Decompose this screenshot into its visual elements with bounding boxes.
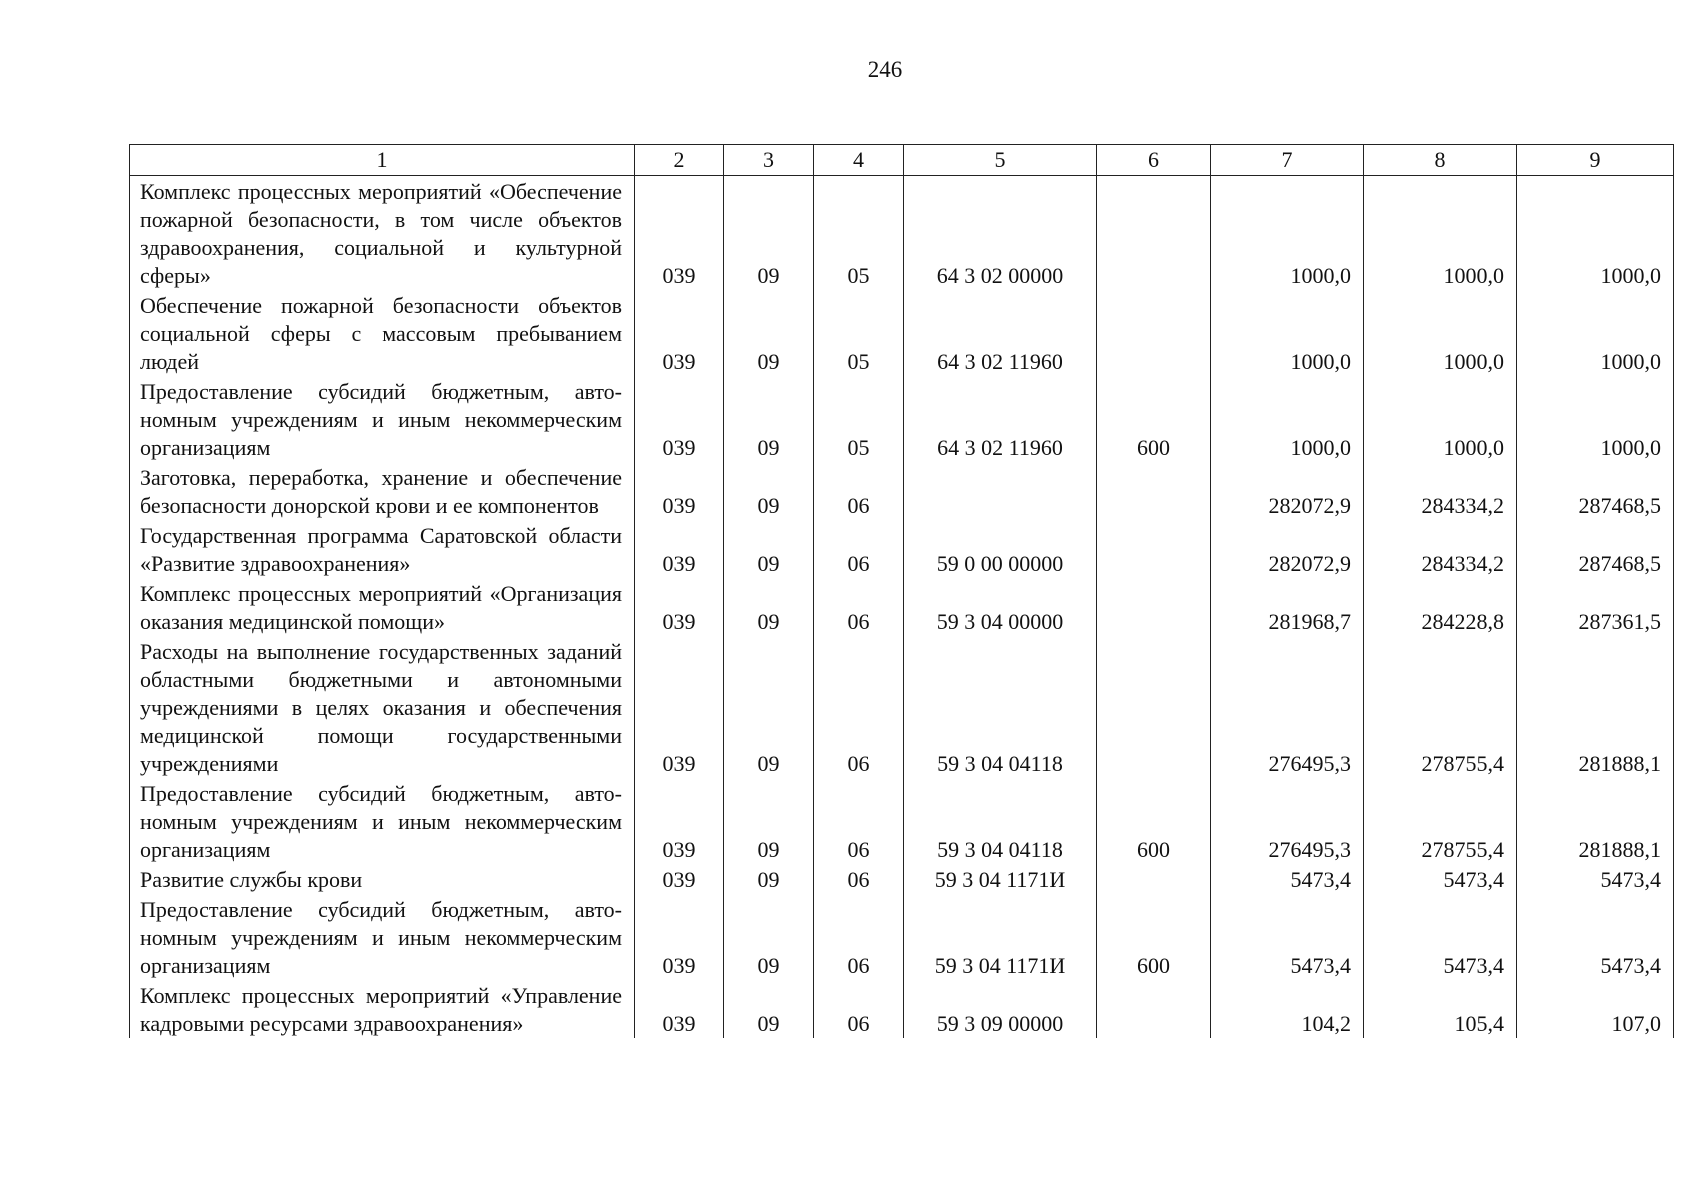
subsection-code-cell: 06 — [814, 636, 904, 778]
row-name-cell: Комплекс процессных мероприятий «Организация оказания медицинской помощи» — [130, 578, 635, 636]
amount-year3-cell: 287361,5 — [1517, 578, 1674, 636]
expense-type-cell: 600 — [1097, 778, 1211, 864]
subsection-code-cell: 06 — [814, 520, 904, 578]
column-header: 9 — [1517, 145, 1674, 176]
amount-year3-cell: 287468,5 — [1517, 462, 1674, 520]
row-name-cell: Расходы на выполнение государственных заданий областными бюджетными и автономными учреждениями в целях оказания и обеспечения медицинской помощи государственными учреждениями — [130, 636, 635, 778]
row-name-cell: Развитие службы крови — [130, 864, 635, 894]
row-name-cell: Предоставление субсидий бюджетным, автономным учреждениям и иным некоммерческим организациям — [130, 778, 635, 864]
row-name-cell: Комплекс процессных мероприятий «Обеспечение пожарной безопасности, в том числе объектов здравоохранения, социальной и культурной сферы» — [130, 176, 635, 291]
ministry-code-cell: 039 — [635, 636, 724, 778]
amount-year2-cell: 5473,4 — [1364, 894, 1517, 980]
row-name-cell: Государственная программа Саратовской области «Развитие здравоохранения» — [130, 520, 635, 578]
amount-year1-cell: 5473,4 — [1211, 864, 1364, 894]
table-row — [130, 176, 1674, 291]
spacer-cell — [814, 1038, 904, 1074]
row-name-cell: Предоставление субсидий бюджетным, автономным учреждениям и иным некоммерческим организациям — [130, 894, 635, 980]
target-article-cell — [904, 462, 1097, 520]
amount-year3-cell: 281888,1 — [1517, 778, 1674, 864]
subsection-code-cell: 06 — [814, 894, 904, 980]
target-article-cell: 59 3 04 1171И — [904, 894, 1097, 980]
target-article-cell: 59 3 09 00000 — [904, 980, 1097, 1038]
table-row — [130, 864, 1674, 894]
amount-year3-cell: 287468,5 — [1517, 520, 1674, 578]
amount-year1-cell: 282072,9 — [1211, 520, 1364, 578]
spacer-cell — [130, 1038, 635, 1074]
table-row — [130, 636, 1674, 778]
column-header: 2 — [635, 145, 724, 176]
spacer-cell — [1517, 1038, 1674, 1074]
amount-year2-cell: 5473,4 — [1364, 864, 1517, 894]
section-code-cell: 09 — [724, 894, 814, 980]
section-code-cell: 09 — [724, 636, 814, 778]
spacer-cell — [724, 1038, 814, 1074]
amount-year3-cell: 1000,0 — [1517, 376, 1674, 462]
amount-year2-cell: 284334,2 — [1364, 520, 1517, 578]
subsection-code-cell: 06 — [814, 778, 904, 864]
subsection-code-cell: 05 — [814, 290, 904, 376]
section-code-cell: 09 — [724, 578, 814, 636]
table-row — [130, 520, 1674, 578]
column-header: 1 — [130, 145, 635, 176]
ministry-code-cell: 039 — [635, 864, 724, 894]
amount-year3-cell: 5473,4 — [1517, 894, 1674, 980]
amount-year3-cell: 1000,0 — [1517, 176, 1674, 291]
amount-year1-cell: 276495,3 — [1211, 636, 1364, 778]
section-code-cell: 09 — [724, 980, 814, 1038]
row-name-cell: Заготовка, переработка, хранение и обеспечение безопасности донорской крови и ее компонентов — [130, 462, 635, 520]
table-row — [130, 980, 1674, 1038]
amount-year1-cell: 281968,7 — [1211, 578, 1364, 636]
row-name-cell: Комплекс процессных мероприятий «Управление кадровыми ресурсами здравоохранения» — [130, 980, 635, 1038]
expense-type-cell — [1097, 520, 1211, 578]
table-header-row — [130, 145, 1674, 176]
section-code-cell: 09 — [724, 290, 814, 376]
table-row — [130, 578, 1674, 636]
table-body — [130, 176, 1674, 1075]
amount-year1-cell: 1000,0 — [1211, 290, 1364, 376]
amount-year3-cell: 1000,0 — [1517, 290, 1674, 376]
amount-year3-cell: 281888,1 — [1517, 636, 1674, 778]
target-article-cell: 59 3 04 1171И — [904, 864, 1097, 894]
table-row — [130, 894, 1674, 980]
target-article-cell: 64 3 02 11960 — [904, 376, 1097, 462]
spacer-cell — [904, 1038, 1097, 1074]
ministry-code-cell: 039 — [635, 894, 724, 980]
subsection-code-cell: 05 — [814, 176, 904, 291]
amount-year1-cell: 282072,9 — [1211, 462, 1364, 520]
subsection-code-cell: 06 — [814, 864, 904, 894]
column-header: 5 — [904, 145, 1097, 176]
ministry-code-cell: 039 — [635, 376, 724, 462]
ministry-code-cell: 039 — [635, 462, 724, 520]
target-article-cell: 59 3 04 04118 — [904, 778, 1097, 864]
target-article-cell: 64 3 02 11960 — [904, 290, 1097, 376]
amount-year3-cell: 5473,4 — [1517, 864, 1674, 894]
table-row — [130, 462, 1674, 520]
ministry-code-cell: 039 — [635, 578, 724, 636]
ministry-code-cell: 039 — [635, 980, 724, 1038]
amount-year1-cell: 1000,0 — [1211, 176, 1364, 291]
expense-type-cell — [1097, 980, 1211, 1038]
row-name-cell: Предоставление субсидий бюджетным, автономным учреждениям и иным некоммерческим организациям — [130, 376, 635, 462]
subsection-code-cell: 06 — [814, 980, 904, 1038]
amount-year2-cell: 278755,4 — [1364, 636, 1517, 778]
expense-type-cell — [1097, 636, 1211, 778]
subsection-code-cell: 06 — [814, 578, 904, 636]
column-header: 3 — [724, 145, 814, 176]
table-row — [130, 778, 1674, 864]
target-article-cell: 59 0 00 00000 — [904, 520, 1097, 578]
ministry-code-cell: 039 — [635, 290, 724, 376]
spacer-cell — [1364, 1038, 1517, 1074]
section-code-cell: 09 — [724, 376, 814, 462]
amount-year1-cell: 5473,4 — [1211, 894, 1364, 980]
amount-year1-cell: 276495,3 — [1211, 778, 1364, 864]
amount-year2-cell: 284334,2 — [1364, 462, 1517, 520]
subsection-code-cell: 06 — [814, 462, 904, 520]
amount-year2-cell: 1000,0 — [1364, 290, 1517, 376]
expense-type-cell: 600 — [1097, 376, 1211, 462]
spacer-cell — [1211, 1038, 1364, 1074]
section-code-cell: 09 — [724, 462, 814, 520]
ministry-code-cell: 039 — [635, 520, 724, 578]
expense-type-cell — [1097, 864, 1211, 894]
ministry-code-cell: 039 — [635, 778, 724, 864]
column-header: 6 — [1097, 145, 1211, 176]
section-code-cell: 09 — [724, 176, 814, 291]
ministry-code-cell: 039 — [635, 176, 724, 291]
budget-table — [129, 144, 1674, 1074]
section-code-cell: 09 — [724, 520, 814, 578]
expense-type-cell — [1097, 578, 1211, 636]
spacer-cell — [1097, 1038, 1211, 1074]
amount-year2-cell: 1000,0 — [1364, 176, 1517, 291]
expense-type-cell: 600 — [1097, 894, 1211, 980]
expense-type-cell — [1097, 290, 1211, 376]
expense-type-cell — [1097, 462, 1211, 520]
row-name-cell: Обеспечение пожарной безопасности объектов социальной сферы с массовым пребыванием людей — [130, 290, 635, 376]
amount-year2-cell: 278755,4 — [1364, 778, 1517, 864]
subsection-code-cell: 05 — [814, 376, 904, 462]
amount-year2-cell: 1000,0 — [1364, 376, 1517, 462]
column-header: 7 — [1211, 145, 1364, 176]
amount-year1-cell: 1000,0 — [1211, 376, 1364, 462]
amount-year2-cell: 105,4 — [1364, 980, 1517, 1038]
column-header: 4 — [814, 145, 904, 176]
section-code-cell: 09 — [724, 864, 814, 894]
target-article-cell: 59 3 04 04118 — [904, 636, 1097, 778]
table-row — [130, 290, 1674, 376]
amount-year1-cell: 104,2 — [1211, 980, 1364, 1038]
table-tail-spacer — [130, 1038, 1674, 1074]
table-row — [130, 376, 1674, 462]
spacer-cell — [635, 1038, 724, 1074]
page-number: 246 — [867, 57, 903, 82]
expense-type-cell — [1097, 176, 1211, 291]
section-code-cell: 09 — [724, 778, 814, 864]
amount-year2-cell: 284228,8 — [1364, 578, 1517, 636]
target-article-cell: 64 3 02 00000 — [904, 176, 1097, 291]
column-header: 8 — [1364, 145, 1517, 176]
amount-year3-cell: 107,0 — [1517, 980, 1674, 1038]
target-article-cell: 59 3 04 00000 — [904, 578, 1097, 636]
